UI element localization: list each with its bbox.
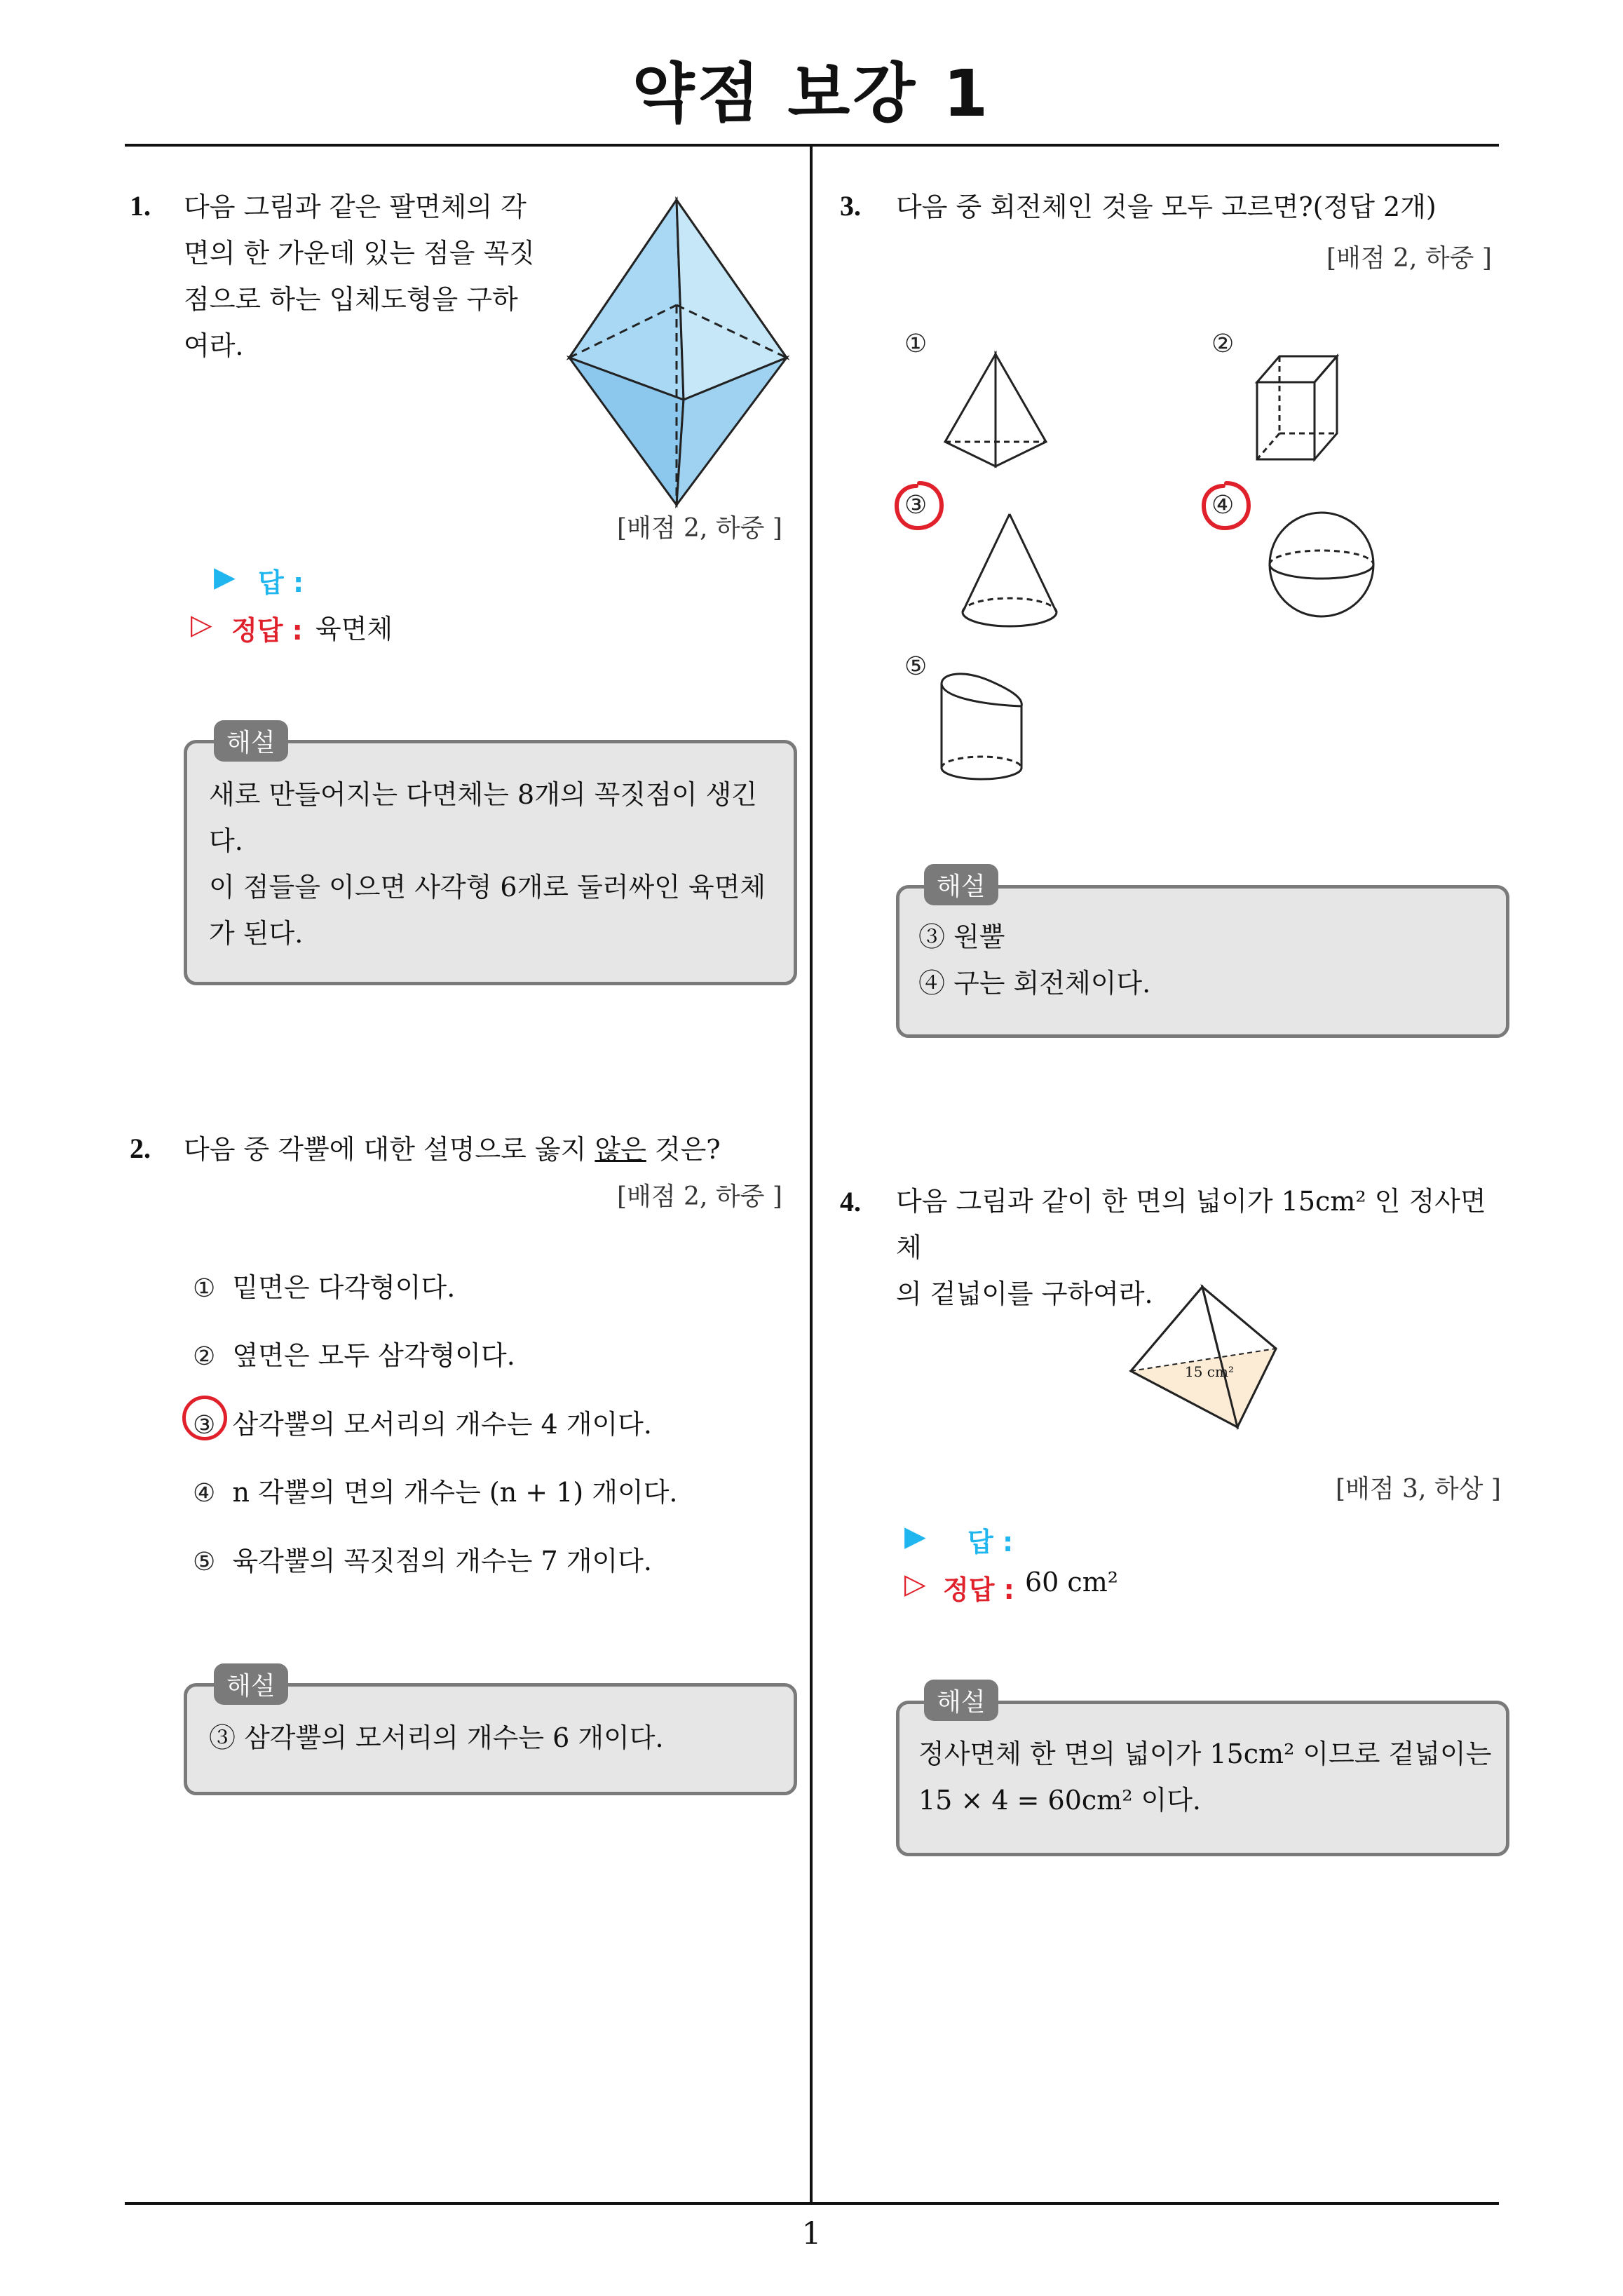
- pyramid-figure: [939, 351, 1052, 473]
- q3-meta: [배점 2, 하중 ]: [1326, 244, 1492, 273]
- choice-mark: ②: [193, 1342, 216, 1371]
- q2-number: 2.: [130, 1133, 151, 1164]
- expl-line: 다.: [209, 825, 243, 856]
- q2-choice-5[interactable]: [193, 1539, 652, 1578]
- q1-explanation-text: [209, 771, 784, 957]
- choice-text: n 각뿔의 면의 개수는 (n + 1) 개이다.: [232, 1477, 678, 1508]
- q1-meta: [배점 2, 하중 ]: [617, 514, 782, 543]
- selected-answer-circle-icon: [182, 1396, 227, 1440]
- q2-choice-1[interactable]: [193, 1266, 455, 1304]
- q2-meta: [배점 2, 하중 ]: [617, 1182, 782, 1211]
- choice-mark: ④: [193, 1479, 216, 1508]
- page-number: 1: [801, 2216, 822, 2252]
- q1-text: [184, 184, 548, 369]
- sphere-figure: [1265, 508, 1378, 621]
- expl-line: 정사면체 한 면의 넓이가 15cm² 이므로 겉넓이는: [918, 1738, 1492, 1769]
- bottom-rule: [125, 2202, 1499, 2205]
- choice-text: 삼각뿔의 모서리의 개수는 4 개이다.: [232, 1409, 652, 1440]
- q4-line: 의 겉넓이를 구하여라.: [896, 1278, 1153, 1309]
- q2-choice-3[interactable]: [193, 1403, 652, 1441]
- q1-number: 1.: [130, 190, 151, 222]
- q4-line: 다음 그림과 같이 한 면의 넓이가 15cm² 인 정사면체: [896, 1186, 1486, 1263]
- cut-cylinder-figure: [936, 670, 1027, 789]
- column-divider: [810, 144, 813, 2202]
- q4-correct-value: 60 cm²: [1025, 1567, 1118, 1598]
- expl-line: 가 된다.: [209, 918, 304, 949]
- expl-line: 15 × 4 = 60cm² 이다.: [918, 1785, 1202, 1816]
- cone-figure: [957, 511, 1062, 633]
- q3-option-3-mark: ③: [904, 491, 928, 520]
- q1-line: 여라.: [184, 330, 244, 361]
- q3-option-1-mark: ①: [904, 330, 928, 358]
- q1-line: 점으로 하는 입체도형을 구하: [184, 284, 518, 315]
- q3-option-5-mark: ⑤: [904, 652, 928, 681]
- choice-mark: ⑤: [193, 1548, 216, 1576]
- expl-line: 이 점들을 이으면 사각형 6개로 둘러싸인 육면체: [209, 872, 766, 903]
- q3-number: 3.: [840, 190, 861, 222]
- choice-text: 옆면은 모두 삼각형이다.: [232, 1340, 515, 1371]
- octahedron-figure: [561, 196, 792, 512]
- q4-number: 4.: [840, 1186, 861, 1217]
- expl-line: 새로 만들어지는 다면체는 8개의 꼭짓점이 생긴: [209, 779, 758, 810]
- answer-arrow-icon: ▶: [904, 1520, 926, 1553]
- q4-explanation-text: [918, 1731, 1500, 1823]
- q2-text: [184, 1126, 721, 1173]
- tetrahedron-area-label: 15 cm²: [1185, 1363, 1234, 1380]
- q3-option-2-mark: ②: [1211, 330, 1235, 358]
- expl-line: ④ 구는 회전체이다.: [918, 968, 1151, 999]
- tetrahedron-figure: [1125, 1283, 1283, 1434]
- selected-answer-circle-icon: [892, 479, 946, 532]
- q3-text: 다음 중 회전체인 것을 모두 고르면?(정답 2개): [896, 191, 1437, 222]
- q1-explanation-tag: 해설: [214, 720, 288, 762]
- q4-meta: [배점 3, 하상 ]: [1336, 1475, 1501, 1504]
- q2-explanation-text: [209, 1715, 784, 1761]
- q2-text-before: 다음 중 각뿔에 대한 설명으로 옳지: [184, 1134, 595, 1165]
- q2-explanation-tag: 해설: [214, 1663, 288, 1705]
- q4-explanation-tag: 해설: [924, 1680, 998, 1721]
- expl-line: ③ 삼각뿔의 모서리의 개수는 6 개이다.: [209, 1722, 664, 1753]
- choice-text: 밑면은 다각형이다.: [232, 1272, 456, 1303]
- choice-mark: ①: [193, 1274, 216, 1303]
- q1-answer-label: 답 :: [258, 567, 304, 598]
- q4-answer-label: 답 :: [967, 1527, 1014, 1558]
- selected-answer-circle-icon: [1200, 479, 1253, 532]
- q4-correct-label: 정답 :: [943, 1574, 1014, 1605]
- q1-line: 다음 그림과 같은 팔면체의 각: [184, 191, 527, 222]
- choice-text: 육각뿔의 꼭짓점의 개수는 7 개이다.: [232, 1546, 652, 1576]
- expl-line: ③ 원뿔: [918, 921, 1005, 952]
- q2-choice-2[interactable]: [193, 1334, 515, 1372]
- q3-explanation-text: [918, 914, 1493, 1006]
- q1-correct-value: 육면체: [315, 614, 393, 644]
- q1-line: 면의 한 가운데 있는 점을 꼭짓: [184, 238, 535, 269]
- answer-arrow-icon: ▶: [214, 561, 236, 593]
- q2-text-after: 것은?: [646, 1134, 721, 1165]
- cuboid-figure: [1251, 351, 1343, 463]
- choice-mark: ③: [193, 1411, 216, 1440]
- q3-explanation-tag: 해설: [924, 864, 998, 905]
- q3-option-4-mark: ④: [1211, 491, 1235, 520]
- q2-choice-4[interactable]: [193, 1471, 678, 1509]
- correct-arrow-icon: ▷: [191, 609, 212, 641]
- q2-text-underlined: 않은: [595, 1134, 646, 1165]
- page-title: 약점 보강 1: [632, 56, 991, 131]
- correct-arrow-icon: ▷: [904, 1568, 926, 1600]
- q1-correct-label: 정답 :: [231, 615, 303, 646]
